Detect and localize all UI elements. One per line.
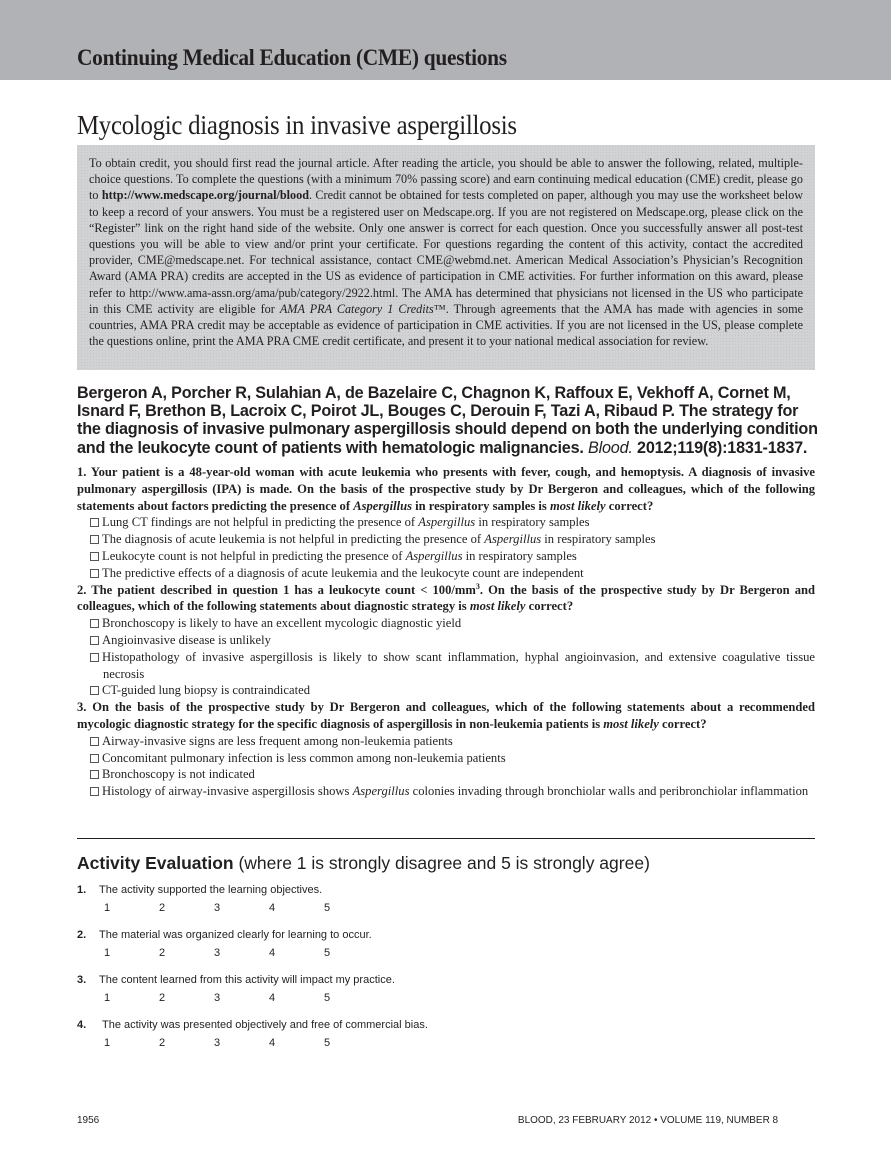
item-number: 4. bbox=[77, 1019, 87, 1031]
rating-4[interactable]: 4 bbox=[269, 947, 276, 959]
answer-option[interactable]: Histology of airway-invasive aspergillosis shows Aspergillus colonies invading through bronchiolar walls and peribronchiolar inflammation bbox=[77, 783, 815, 800]
rating-5[interactable]: 5 bbox=[324, 992, 331, 1004]
question-stem: 3. On the basis of the prospective study by Dr Bergeron and colleagues, which of the following statements about a recommended mycologic diagnostic strategy for the specific diagnosis of aspergillosis in non-leukemia patients is most likely correct? bbox=[77, 700, 815, 731]
item-text: The activity supported the learning objectives. bbox=[99, 884, 323, 896]
question-list bbox=[77, 464, 815, 800]
rating-4[interactable]: 4 bbox=[269, 902, 276, 914]
rating-3[interactable]: 3 bbox=[214, 947, 221, 959]
page-footer bbox=[77, 1114, 778, 1126]
instructions-part-1: To obtain credit, you should first read the journal article. After reading the article, you should be able to answer the following, related, multiple-choice questions. To complete the questions (with a minimum 70% passing score) and earn continuing medical education (CME) credit, please go to bbox=[89, 156, 803, 203]
question-stem: 1. Your patient is a 48-year-old woman with acute leukemia who presents with fever, cough, and hemoptysis. A diagnosis of invasive pulmonary aspergillosis (IPA) is made. On the basis of the prospective study by Dr Bergeron and colleagues, which of the following statements about factors predicting the presence of Aspergillus in respiratory samples is most likely correct? bbox=[77, 465, 815, 513]
evaluation-item bbox=[77, 929, 677, 974]
trademark-symbol: ™ bbox=[433, 301, 446, 316]
rating-2[interactable]: 2 bbox=[159, 992, 166, 1004]
evaluation-item bbox=[77, 974, 677, 1019]
citation-journal: Blood. bbox=[588, 438, 633, 457]
checkbox-icon[interactable] bbox=[90, 754, 99, 763]
rating-2[interactable]: 2 bbox=[159, 1037, 166, 1049]
item-number: 2. bbox=[77, 929, 87, 941]
answer-option[interactable]: The predictive effects of a diagnosis of acute leukemia and the leukocyte count are independent bbox=[77, 565, 815, 582]
checkbox-icon[interactable] bbox=[90, 686, 99, 695]
checkbox-icon[interactable] bbox=[90, 619, 99, 628]
checkbox-icon[interactable] bbox=[90, 518, 99, 527]
checkbox-icon[interactable] bbox=[90, 569, 99, 578]
rating-5[interactable]: 5 bbox=[324, 1037, 331, 1049]
rating-5[interactable]: 5 bbox=[324, 902, 331, 914]
answer-option[interactable]: CT-guided lung biopsy is contraindicated bbox=[77, 682, 815, 699]
item-text: The activity was presented objectively and free of commercial bias. bbox=[102, 1019, 428, 1031]
instructions-text bbox=[89, 155, 803, 349]
item-text: The content learned from this activity will impact my practice. bbox=[99, 974, 395, 986]
answer-option[interactable]: Angioinvasive disease is unlikely bbox=[77, 632, 815, 649]
rating-3[interactable]: 3 bbox=[214, 1037, 221, 1049]
evaluation-title: Activity Evaluation (where 1 is strongly disagree and 5 is strongly agree) bbox=[77, 853, 650, 873]
rating-1[interactable]: 1 bbox=[104, 947, 111, 959]
rating-1[interactable]: 1 bbox=[104, 1037, 111, 1049]
item-number: 1. bbox=[77, 884, 87, 896]
answer-option[interactable]: Concomitant pulmonary infection is less common among non-leukemia patients bbox=[77, 750, 815, 767]
instructions-part-3: . Through agreements that the AMA has made with agencies in some countries, AMA PRA credit may be acceptable as evidence of participation in CME activities. If you are not licensed in the US, please complete the questions online, print the AMA PRA CME credit certificate, and present it to your national medical association for review. bbox=[89, 301, 803, 349]
item-number: 3. bbox=[77, 974, 87, 986]
rating-4[interactable]: 4 bbox=[269, 992, 276, 1004]
evaluation-item bbox=[77, 884, 677, 929]
answer-option[interactable]: Bronchoscopy is likely to have an excellent mycologic diagnostic yield bbox=[77, 615, 815, 632]
article-citation bbox=[77, 384, 822, 457]
checkbox-icon[interactable] bbox=[90, 552, 99, 561]
checkbox-icon[interactable] bbox=[90, 787, 99, 796]
journal-issue-info: BLOOD, 23 FEBRUARY 2012 • VOLUME 119, NUMBER 8 bbox=[517, 1114, 779, 1126]
section-title: Continuing Medical Education (CME) questions bbox=[77, 45, 507, 70]
citation-authors-title: Bergeron A, Porcher R, Sulahian A, de Bazelaire C, Chagnon K, Raffoux E, Vekhoff A, Cornet M, Isnard F, Brethon B, Lacroix C, Poirot JL, Bouges C, Derouin F, Tazi A, Ribaud P. The strategy for the diagnosis of invasive pulmonary aspergillosis should depend on both the underlying condition and the leukocyte count of patients with hematologic malignancies. bbox=[77, 384, 818, 457]
checkbox-icon[interactable] bbox=[90, 535, 99, 544]
checkbox-icon[interactable] bbox=[90, 770, 99, 779]
rating-2[interactable]: 2 bbox=[159, 902, 166, 914]
answer-option[interactable]: The diagnosis of acute leukemia is not helpful in predicting the presence of Aspergillus in respiratory samples bbox=[77, 531, 815, 548]
credit-name: AMA PRA Category 1 Credits bbox=[279, 301, 434, 316]
rating-1[interactable]: 1 bbox=[104, 992, 111, 1004]
rating-5[interactable]: 5 bbox=[324, 947, 331, 959]
instructions-box bbox=[77, 145, 815, 370]
question-stem: 2. The patient described in question 1 has a leukocyte count < $100/mm^3$. On the basis of the prospective study by Dr Bergeron and colleagues, which of the following statements about diagnostic strategy is most likely correct? bbox=[77, 581, 815, 614]
checkbox-icon[interactable] bbox=[90, 653, 99, 662]
citation-reference: 2012;119(8):1831-1837. bbox=[637, 438, 808, 457]
answer-option[interactable]: Airway-invasive signs are less frequent among non-leukemia patients bbox=[77, 733, 815, 750]
evaluation-list bbox=[77, 884, 677, 1064]
instructions-part-2: . Credit cannot be obtained for tests completed on paper, although you may use the worksheet below to keep a record of your answers. You must be a registered user on Medscape.org. If you are not registered on Medscape.org, please click on the “Register” link on the right hand side of the website. Only one answer is correct for each question. Once you successfully answer all post-test questions you will be able to view and/or print your certificate. For questions regarding the content of this activity, contact the accredited provider, CME@medscape.net. For technical assistance, contact CME@webmd.net. American Medical Association’s Physician’s Recognition Award (AMA PRA) credits are accepted in the US as evidence of participation in CME activities. For further information on this award, please refer to http://www.ama-assn.org/ama/pub/category/2922.html. The AMA has determined that physicians not licensed in the US who participate in this CME activity are eligible for bbox=[89, 188, 804, 316]
section-divider bbox=[77, 838, 815, 839]
section-header-band bbox=[0, 0, 891, 80]
medscape-link[interactable]: http://www.medscape.org/journal/blood bbox=[101, 188, 310, 203]
article-title: Mycologic diagnosis in invasive aspergillosis bbox=[77, 110, 517, 140]
rating-3[interactable]: 3 bbox=[214, 902, 221, 914]
answer-option[interactable]: Bronchoscopy is not indicated bbox=[77, 766, 815, 783]
rating-1[interactable]: 1 bbox=[104, 902, 111, 914]
question-1 bbox=[77, 464, 815, 582]
rating-3[interactable]: 3 bbox=[214, 992, 221, 1004]
answer-option[interactable]: Histopathology of invasive aspergillosis is likely to show scant inflammation, hyphal angioinvasion, and extensive coagulative tissue necrosis bbox=[77, 649, 815, 683]
rating-2[interactable]: 2 bbox=[159, 947, 166, 959]
evaluation-item bbox=[77, 1019, 677, 1064]
answer-option[interactable]: Leukocyte count is not helpful in predicting the presence of Aspergillus in respiratory samples bbox=[77, 548, 815, 565]
page-number: 1956 bbox=[77, 1114, 100, 1126]
item-text: The material was organized clearly for learning to occur. bbox=[99, 929, 372, 941]
checkbox-icon[interactable] bbox=[90, 737, 99, 746]
question-2 bbox=[77, 582, 815, 700]
rating-4[interactable]: 4 bbox=[269, 1037, 276, 1049]
answer-option[interactable]: Lung CT findings are not helpful in predicting the presence of Aspergillus in respiratory samples bbox=[77, 514, 815, 531]
question-3 bbox=[77, 699, 815, 800]
checkbox-icon[interactable] bbox=[90, 636, 99, 645]
